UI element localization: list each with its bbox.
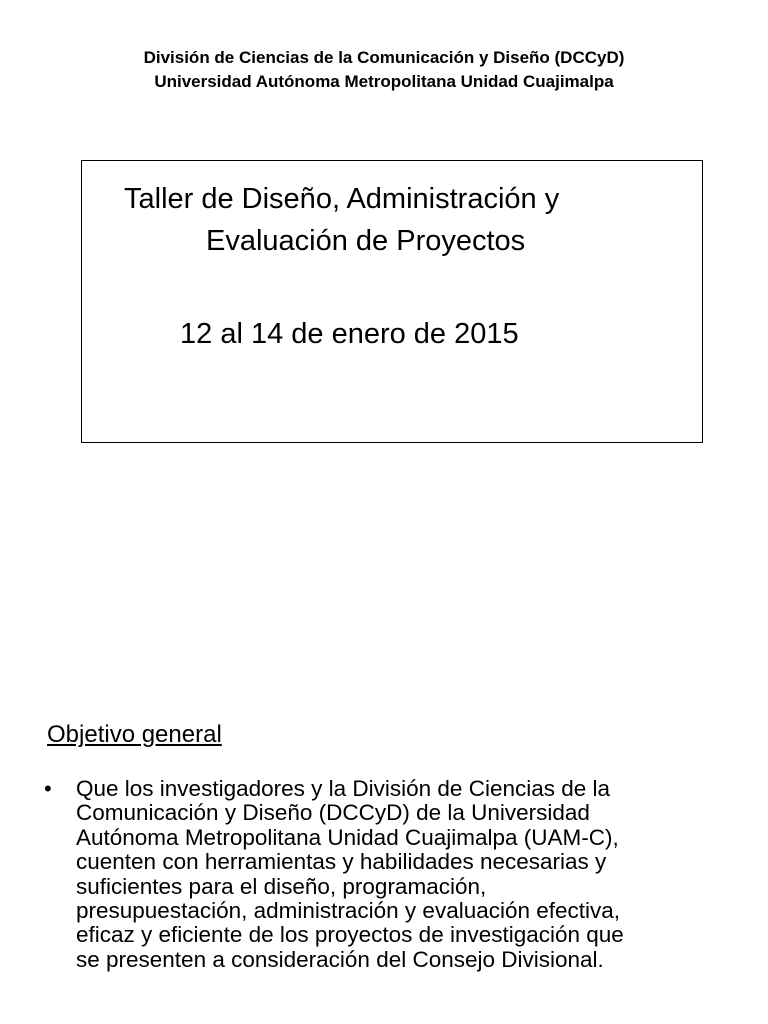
bullet-line: eficaz y eficiente de los proyectos de investigación que xyxy=(76,922,624,948)
bullet-line: suficientes para el diseño, programación, xyxy=(76,873,487,899)
workshop-title-line1: Taller de Diseño, Administración y xyxy=(124,183,560,215)
bullet-icon: • xyxy=(44,776,52,801)
objetivo-bullet-text xyxy=(76,777,736,972)
objetivo-heading: Objetivo general xyxy=(47,721,222,748)
workshop-date: 12 al 14 de enero de 2015 xyxy=(180,318,519,350)
bullet-line: se presenten a consideración del Consejo Divisional. xyxy=(76,946,604,972)
bullet-line: Autónoma Metropolitana Unidad Cuajimalpa (UAM-C), xyxy=(76,824,619,850)
document-header xyxy=(0,46,768,94)
workshop-title-line2: Evaluación de Proyectos xyxy=(206,225,526,257)
title-box xyxy=(81,160,703,443)
header-university: Universidad Autónoma Metropolitana Unidad Cuajimalpa xyxy=(154,72,614,91)
bullet-line: cuenten con herramientas y habilidades necesarias y xyxy=(76,849,607,875)
bullet-line: Que los investigadores y la División de Ciencias de la xyxy=(76,776,611,801)
header-division: División de Ciencias de la Comunicación y Diseño (DCCyD) xyxy=(143,48,625,67)
bullet-line: Comunicación y Diseño (DCCyD) de la Universidad xyxy=(76,800,590,826)
bullet-line: presupuestación, administración y evaluación efectiva, xyxy=(76,898,621,924)
